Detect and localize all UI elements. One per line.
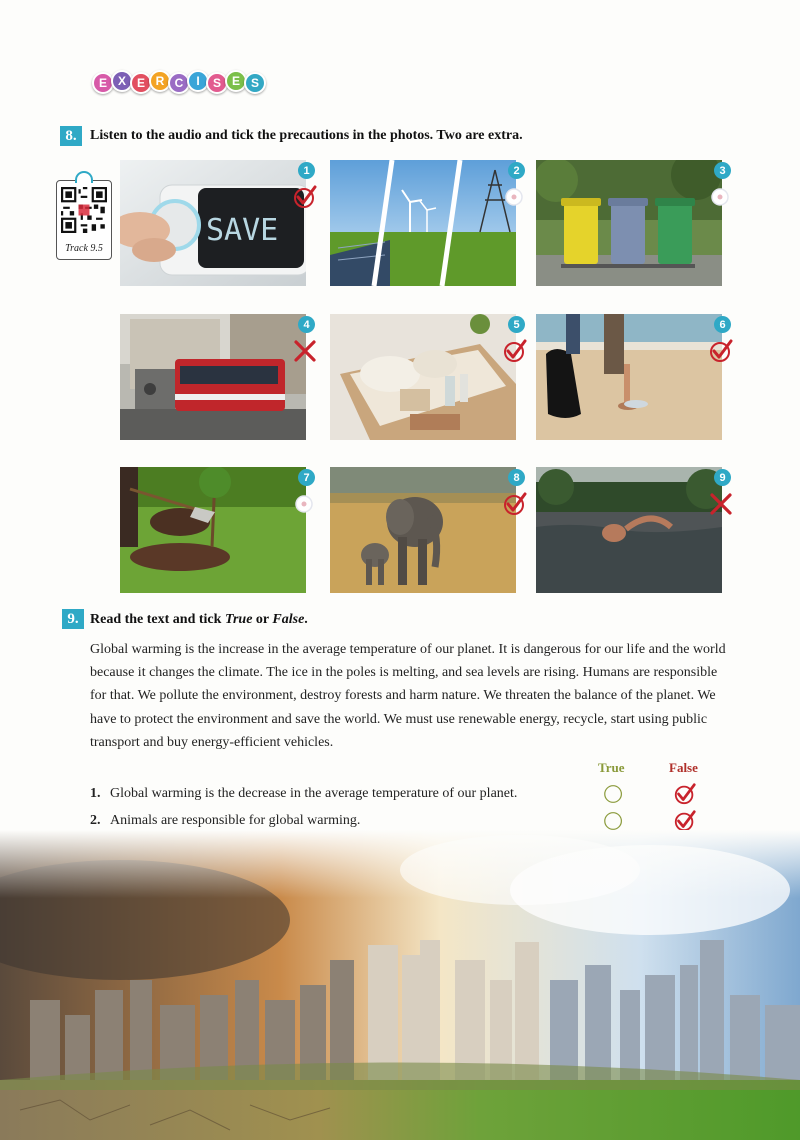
photo-recycling-bins xyxy=(536,160,722,286)
true-column-header: True xyxy=(598,760,625,775)
title-letter-bubble: S xyxy=(206,72,228,94)
empty-answer-circle-icon[interactable] xyxy=(292,491,318,517)
save-display-text: SAVE xyxy=(206,213,279,248)
statement-number: 1. xyxy=(90,786,101,801)
empty-answer-circle-icon[interactable] xyxy=(708,184,734,210)
tick-mark-icon[interactable] xyxy=(708,338,734,364)
exercise-8-instruction: Listen to the audio and tick the precautions in the photos. Two are extra. xyxy=(90,128,523,143)
instruction-prefix: Read the text and tick xyxy=(90,612,225,627)
title-letter-bubble: E xyxy=(225,70,247,92)
photo-tram xyxy=(120,314,306,440)
photo-beach-cleanup xyxy=(536,314,722,440)
tick-mark-icon[interactable] xyxy=(502,491,528,517)
photo-number-badge: 3 xyxy=(714,162,731,179)
qr-code-icon xyxy=(61,187,107,233)
false-column-header: False xyxy=(669,760,698,775)
photo-swimming xyxy=(536,467,722,593)
exercise-8-number: 8. xyxy=(60,126,82,146)
false-ticked-icon[interactable] xyxy=(673,782,695,804)
photo-renewable-energy xyxy=(330,160,516,286)
exercise-9-instruction xyxy=(90,612,308,628)
reading-paragraph: Global warming is the increase in the average temperature of our planet. It is dangerous for our life and the world because it changes the climate. The ice in the poles is melting, and sea levels are rising. Humans are responsible for that. We pollute the environment, destroy forests and harm nature. We threaten the balance of the planet. We have to protect the environment and save the world. We must use renewable energy, recycle, start using public transport and buy energy-efficient vehicles. xyxy=(90,642,726,750)
exercises-title xyxy=(92,70,263,94)
instruction-true: True xyxy=(224,612,253,627)
title-letter-bubble: E xyxy=(92,72,114,94)
photo-number-badge: 6 xyxy=(714,316,731,333)
qr-code-card[interactable] xyxy=(56,180,112,260)
photo-thermostat xyxy=(120,160,306,286)
title-letter-bubble: I xyxy=(187,70,209,92)
photo-number-badge: 2 xyxy=(508,162,525,179)
title-letter-bubble: C xyxy=(168,72,190,94)
cross-mark-icon[interactable] xyxy=(708,491,734,517)
photo-number-badge: 9 xyxy=(714,469,731,486)
photo-number-badge: 5 xyxy=(508,316,525,333)
statement-text: Animals are responsible for global warming. xyxy=(110,813,361,828)
empty-answer-circle-icon[interactable] xyxy=(502,184,528,210)
instruction-false: False xyxy=(272,612,305,627)
title-letter-bubble: E xyxy=(130,72,152,94)
photo-number-badge: 1 xyxy=(298,162,315,179)
photo-planting-tree xyxy=(120,467,306,593)
true-empty-circle-icon[interactable] xyxy=(602,809,624,831)
cross-mark-icon[interactable] xyxy=(292,338,318,364)
photo-number-badge: 7 xyxy=(298,469,315,486)
exercise-9-number: 9. xyxy=(62,609,84,629)
statement-number: 2. xyxy=(90,813,101,828)
instruction-or: or xyxy=(252,612,273,627)
instruction-suffix: . xyxy=(304,612,308,627)
city-climate-illustration xyxy=(0,830,800,1140)
track-label: Track 9.5 xyxy=(65,243,103,254)
statement-text: Global warming is the decrease in the average temperature of our planet. xyxy=(110,786,518,801)
photo-reusable-items xyxy=(330,314,516,440)
photo-number-badge: 4 xyxy=(298,316,315,333)
title-letter-bubble: S xyxy=(244,72,266,94)
photo-elephants xyxy=(330,467,516,593)
tick-mark-icon[interactable] xyxy=(292,184,318,210)
title-letter-bubble: X xyxy=(111,70,133,92)
headphones-icon xyxy=(75,171,93,183)
photo-number-badge: 8 xyxy=(508,469,525,486)
true-empty-circle-icon[interactable] xyxy=(602,782,624,804)
false-ticked-icon[interactable] xyxy=(673,809,695,831)
tick-mark-icon[interactable] xyxy=(502,338,528,364)
title-letter-bubble: R xyxy=(149,70,171,92)
